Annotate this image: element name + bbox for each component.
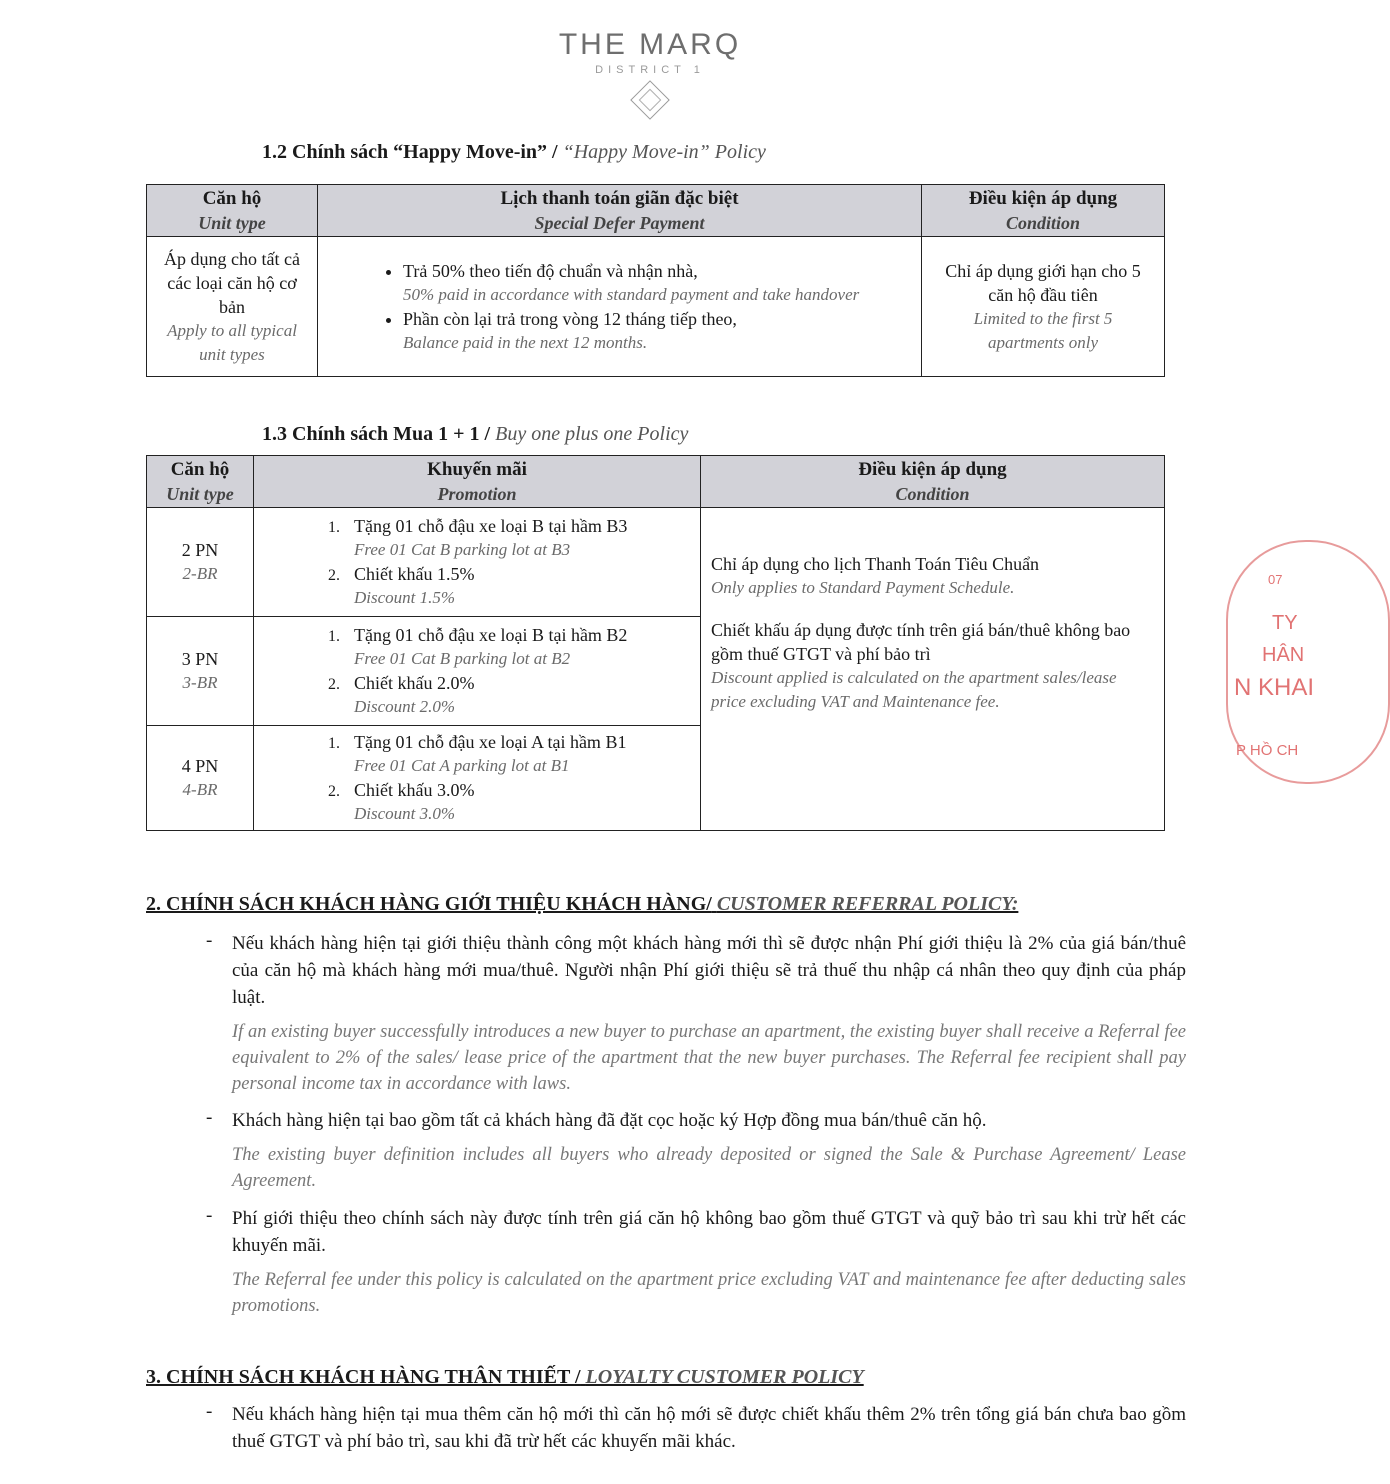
- table-row: [147, 508, 1165, 617]
- company-stamp: [1226, 540, 1390, 784]
- list-item: [344, 514, 690, 562]
- header-en: Condition: [1005, 212, 1081, 233]
- header-en: Unit type: [198, 212, 266, 233]
- referral-item-2: [206, 1107, 1186, 1194]
- header-en: Special Defer Payment: [534, 212, 705, 233]
- promo-en: Free 01 Cat B parking lot at B3: [354, 540, 571, 559]
- condition-en: Discount applied is calculated on the apartment sales/lease price excluding VAT and Maintenance fee.: [711, 668, 1117, 711]
- section-1-2-title: [262, 141, 766, 164]
- referral-item-3: [206, 1205, 1186, 1319]
- section-1-2-title-en: “Happy Move-in” Policy: [562, 141, 766, 163]
- list-item: [403, 259, 911, 307]
- logo-title: THE MARQ: [558, 28, 742, 61]
- paragraph-en: The Referral fee under this policy is calculated on the apartment price excluding VAT and maintenance fee after deducting sales promotions.: [232, 1270, 1186, 1316]
- header-vi: Điều kiện áp dụng: [968, 187, 1118, 209]
- promo-en: Discount 1.5%: [354, 588, 456, 607]
- logo-emblem-icon: [630, 80, 670, 120]
- paragraph-en: If an existing buyer successfully introduces a new buyer to purchase an apartment, the existing buyer shall receive a Referral fee equivalent to 2% of the sales/ lease price of the apartment that the new buyer purchases. The Referral fee recipient shall pay personal income tax in accordance with laws.: [232, 1022, 1186, 1094]
- promo-en: Discount 2.0%: [354, 697, 456, 716]
- header-vi: Căn hộ: [202, 187, 262, 209]
- promo-vi: 1. Tặng 01 chỗ đậu xe loại B tại hầm B2: [354, 625, 628, 645]
- paragraph-en: The existing buyer definition includes all buyers who already deposited or signed the Sale & Purchase Agreement/ Lease Agreement.: [232, 1145, 1186, 1191]
- dash-bullet-icon: -: [206, 1401, 213, 1422]
- header-payment: [318, 185, 922, 237]
- stamp-text: 07: [1268, 572, 1283, 587]
- promo-vi: 2. Chiết khấu 1.5%: [354, 564, 475, 584]
- promo-en: Discount 3.0%: [354, 804, 456, 823]
- stamp-text: P HỒ CH: [1236, 742, 1299, 759]
- condition-cell: [922, 237, 1165, 377]
- header-promotion: [254, 456, 701, 508]
- dash-bullet-icon: -: [206, 930, 213, 951]
- unit-en: 2-BR: [182, 564, 218, 583]
- promotion-cell: [254, 617, 701, 726]
- bullet-en: Balance paid in the next 12 months.: [403, 332, 648, 352]
- header-en: Condition: [895, 483, 970, 504]
- promo-en: Free 01 Cat B parking lot at B2: [354, 649, 571, 668]
- loyalty-item-1: [206, 1401, 1186, 1455]
- payment-list: [318, 251, 921, 363]
- promo-vi: 1. Tặng 01 chỗ đậu xe loại A tại hầm B1: [354, 732, 627, 752]
- condition-vi: Chiết khấu áp dụng được tính trên giá bán/thuê không bao gồm thuế GTGT và phí bảo trì: [711, 620, 1131, 664]
- unit-cell: [147, 726, 254, 831]
- unit-vi: 2 PN: [181, 540, 219, 560]
- section-3-title-en: LOYALTY CUSTOMER POLICY: [585, 1366, 864, 1388]
- buy-one-plus-one-table: [146, 455, 1165, 831]
- promotion-cell: [254, 508, 701, 617]
- paragraph-vi: Nếu khách hàng hiện tại giới thiệu thành công một khách hàng mới thì sẽ được nhận Phí giới thiệu là 2% của giá bán/thuê của căn hộ mà khách hàng mới mua/thuê. Người nhận Phí giới thiệu sẽ trả thuế thu nhập cá nhân theo quy định của pháp luật.: [232, 933, 1186, 1008]
- header-en: Unit type: [166, 483, 234, 504]
- logo: [0, 28, 1300, 114]
- bullet-en: 50% paid in accordance with standard payment and take handover: [403, 284, 860, 304]
- section-1-3-title: [262, 423, 688, 446]
- paragraph-vi: Nếu khách hàng hiện tại mua thêm căn hộ mới thì căn hộ mới sẽ được chiết khấu thêm 2% trên tổng giá bán chưa bao gồm thuế GTGT và phí bảo trì, sau khi đã trừ hết các khuyến mãi khác.: [232, 1404, 1186, 1452]
- promo-en: Free 01 Cat A parking lot at B1: [354, 756, 570, 775]
- promo-vi: 2. Chiết khấu 2.0%: [354, 673, 475, 693]
- header-unit-type: [147, 456, 254, 508]
- header-vi: Điều kiện áp dụng: [858, 458, 1007, 480]
- unit-type-en: Apply to all typical unit types: [167, 320, 297, 364]
- header-unit-type: [147, 185, 318, 237]
- stamp-text: N KHAI: [1234, 674, 1315, 701]
- list-item: [403, 307, 911, 355]
- section-1-3-title-en: Buy one plus one Policy: [495, 423, 689, 445]
- section-1-2-title-vi: 1.2 Chính sách “Happy Move-in” /: [262, 141, 558, 163]
- payment-cell: [318, 237, 922, 377]
- condition-en: Limited to the first 5 apartments only: [973, 308, 1113, 352]
- section-2-title-en: CUSTOMER REFERRAL POLICY:: [716, 893, 1019, 915]
- paragraph-vi: Khách hàng hiện tại bao gồm tất cả khách hàng đã đặt cọc hoặc ký Hợp đồng mua bán/thuê căn hộ.: [232, 1110, 987, 1131]
- promotion-list: [254, 726, 700, 830]
- unit-cell: [147, 508, 254, 617]
- promotion-cell: [254, 726, 701, 831]
- section-3-title-vi: 3. CHÍNH SÁCH KHÁCH HÀNG THÂN THIẾT /: [146, 1366, 581, 1388]
- unit-type-vi: Áp dụng cho tất cả các loại căn hộ cơ bản: [164, 248, 300, 317]
- unit-vi: 4 PN: [181, 756, 219, 776]
- condition-vi: Chỉ áp dụng giới hạn cho 5 căn hộ đầu tiên: [945, 260, 1141, 305]
- bullet-vi: • Phần còn lại trả trong vòng 12 tháng tiếp theo,: [403, 308, 737, 329]
- header-vi: Căn hộ: [170, 458, 230, 480]
- unit-vi: 3 PN: [181, 649, 219, 669]
- condition-vi: Chỉ áp dụng cho lịch Thanh Toán Tiêu Chuẩn: [711, 554, 1040, 574]
- happy-move-in-table: [146, 184, 1165, 377]
- list-item: [344, 671, 690, 719]
- section-2-title-vi: 2. CHÍNH SÁCH KHÁCH HÀNG GIỚI THIỆU KHÁCH HÀNG/: [146, 893, 712, 915]
- stamp-text: HÂN: [1262, 644, 1305, 666]
- unit-en: 4-BR: [182, 780, 218, 799]
- promo-vi: 2. Chiết khấu 3.0%: [354, 780, 475, 800]
- header-condition: [701, 456, 1165, 508]
- unit-en: 3-BR: [182, 673, 218, 692]
- stamp-text: TY: [1272, 612, 1298, 634]
- list-item: [344, 778, 690, 826]
- section-1-3-title-vi: 1.3 Chính sách Mua 1 + 1 /: [262, 423, 491, 445]
- header-en: Promotion: [437, 483, 517, 504]
- unit-type-cell: [147, 237, 318, 377]
- list-item: [344, 623, 690, 671]
- condition-cell: [701, 508, 1165, 831]
- referral-item-1: [206, 930, 1186, 1097]
- list-item: [344, 730, 690, 778]
- paragraph-vi: Phí giới thiệu theo chính sách này được tính trên giá căn hộ không bao gồm thuế GTGT và quỹ bảo trì sau khi trừ hết các khuyến mãi.: [232, 1208, 1186, 1256]
- dash-bullet-icon: -: [206, 1205, 213, 1226]
- header-vi: Lịch thanh toán giãn đặc biệt: [500, 187, 739, 209]
- logo-subtitle: DISTRICT 1: [595, 64, 705, 76]
- dash-bullet-icon: -: [206, 1107, 213, 1128]
- section-2-title: [146, 893, 1018, 916]
- section-3-title: [146, 1366, 864, 1389]
- bullet-vi: • Trả 50% theo tiến độ chuẩn và nhận nhà,: [403, 260, 698, 281]
- list-item: [344, 562, 690, 610]
- promo-vi: 1. Tặng 01 chỗ đậu xe loại B tại hầm B3: [354, 516, 628, 536]
- promotion-list: [254, 510, 700, 614]
- promotion-list: [254, 619, 700, 723]
- header-condition: [922, 185, 1165, 237]
- unit-cell: [147, 617, 254, 726]
- condition-en: Only applies to Standard Payment Schedule.: [711, 578, 1015, 597]
- header-vi: Khuyến mãi: [427, 458, 527, 480]
